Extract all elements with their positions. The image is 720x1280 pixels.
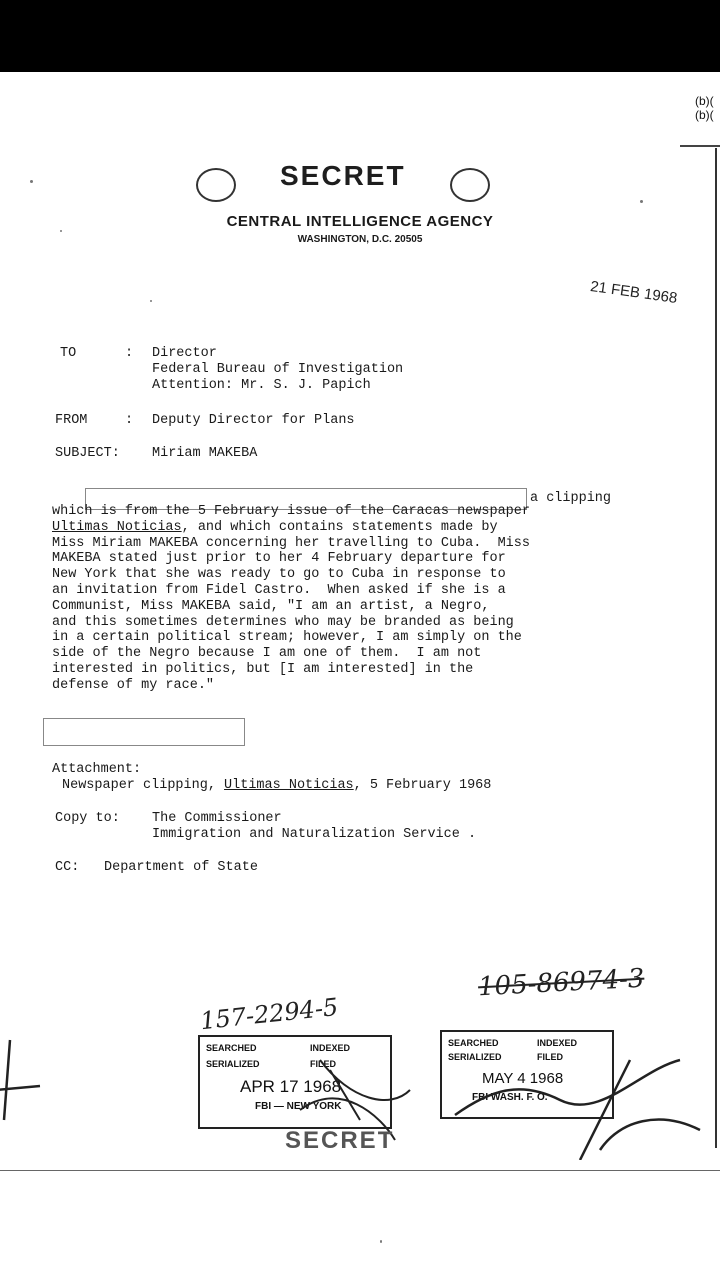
to-line-3: Attention: Mr. S. J. Papich [152,378,371,393]
attachment-label: Attachment: [52,762,142,777]
copy-to-line-1: The Commissioner [152,811,282,826]
stamp-searched: SEARCHED [206,1043,257,1053]
body-line: New York that she was ready to go to Cuba in response to [52,567,506,583]
stamp-filed: FILED [537,1052,563,1062]
body-line: Miss Miriam MAKEBA concerning her travelling to Cuba. Miss [52,535,530,551]
to-line-1: Director [152,346,217,361]
stamp-serialized: SERIALIZED [448,1052,502,1062]
body-line: in a certain political stream; however, I am simply on the [52,630,522,646]
subject-label: SUBJECT: [55,446,120,461]
received-date-stamp: 21 FEB 1968 [589,277,679,308]
stamp-indexed: INDEXED [310,1043,351,1053]
agency-address: WASHINGTON, D.C. 20505 [297,234,423,245]
from-value: Deputy Director for Plans [152,413,355,428]
handwritten-file-number-left: 157-2294-5 [198,992,340,1036]
copy-to-line-2: Immigration and Naturalization Service . [152,827,477,842]
body-line: Ultimas Noticias, and which contains statements made by [52,519,498,535]
page-corner-rule [680,145,720,147]
top-black-bar [0,0,720,72]
stamp-date: APR 17 1968 [240,1077,342,1096]
to-line-2: Federal Bureau of Investigation [152,362,404,377]
initials-right [455,1060,700,1160]
body-line: interested in politics, but [I am interested] in the [52,661,474,677]
body-line: MAKEBA stated just prior to her 4 February departure for [52,551,506,567]
punch-hole-left [196,168,236,202]
cc-label: CC: [55,860,80,875]
classification-header: SECRET [280,160,406,191]
body-line-1-tail: a clipping [530,491,612,506]
to-colon: : [125,346,134,361]
scan-speck [60,230,62,232]
handwritten-file-number-right: 105-86974-3 [477,963,646,1003]
margin-mark [0,1040,40,1120]
subject-value: Miriam MAKEBA [152,446,258,461]
stamp-date: MAY 4 1968 [482,1070,564,1087]
exemption-code-2: (b)( [695,108,714,122]
body-line: defense of my race." [52,677,215,693]
memo-body [52,504,652,694]
body-line: an invitation from Fidel Castro. When asked if she is a [52,582,506,598]
agency-name: CENTRAL INTELLIGENCE AGENCY [226,213,494,230]
from-colon: : [125,413,134,428]
stamp-filed: FILED [310,1059,336,1069]
exemption-code-1: (b)( [695,94,714,108]
stamp-serialized: SERIALIZED [206,1059,260,1069]
cc-value: Department of State [104,860,258,875]
scan-speck [150,300,152,302]
page-edge [715,148,717,1148]
to-label: TO [60,346,77,361]
scan-speck [640,200,643,203]
page-bottom-edge [0,1170,720,1171]
copy-to-label: Copy to: [55,811,120,826]
stamp-searched: SEARCHED [448,1038,499,1048]
body-line: and this sometimes determines who may be branded as being [52,614,514,630]
attachment-line: Newspaper clipping, Ultimas Noticias, 5 February 1968 [62,778,492,793]
redaction-box-2 [43,718,245,746]
stamp-office: FBI WASH. F. O. [472,1092,548,1103]
body-line: side of the Negro because I am one of them. I am not [52,646,482,662]
body-line: which is from the 5 February issue of the Caracas newspaper [52,504,530,519]
stamp-indexed: INDEXED [537,1038,578,1048]
classification-footer: SECRET [285,1127,395,1154]
stamp-office: FBI — NEW YORK [255,1101,342,1112]
newspaper-title: Ultimas Noticias [52,519,182,535]
from-label: FROM [55,413,88,428]
scan-speck [30,180,33,183]
punch-hole-right [450,168,490,202]
body-line: Communist, Miss MAKEBA said, "I am an artist, a Negro, [52,598,490,614]
scan-speck [380,1240,382,1243]
